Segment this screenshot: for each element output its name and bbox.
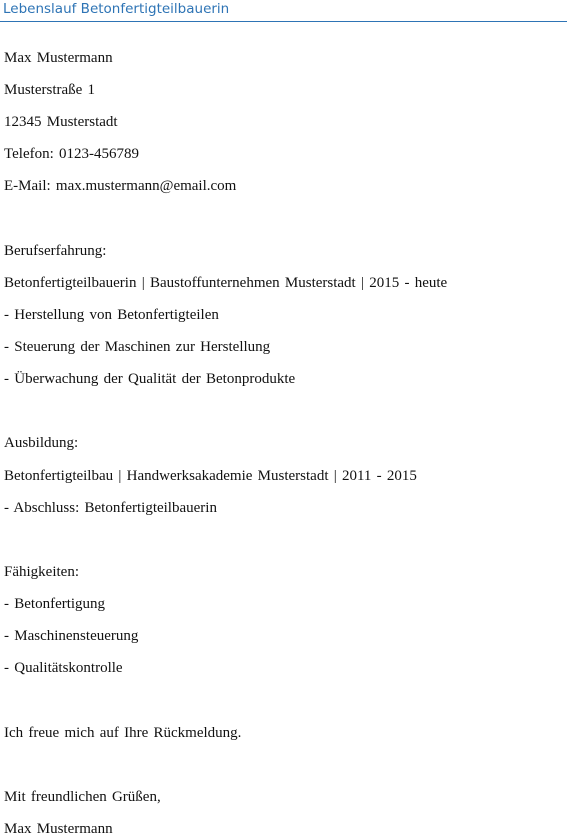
signature-name: Max Mustermann [4, 821, 113, 837]
closing-message: Ich freue mich auf Ihre Rückmeldung. [4, 725, 242, 741]
skills-item: - Maschinensteuerung [4, 628, 139, 644]
contact-name: Max Mustermann [4, 50, 113, 66]
education-position: Betonfertigteilbau | Handwerksakademie Musterstadt | 2011 - 2015 [4, 468, 417, 484]
contact-email: E-Mail: max.mustermann@email.com [4, 178, 237, 194]
skills-item: - Qualitätskontrolle [4, 660, 123, 676]
document-header [0, 0, 567, 22]
closing-greeting: Mit freundlichen Grüßen, [4, 789, 161, 805]
experience-position: Betonfertigteilbauerin | Baustoffunternehmen Musterstadt | 2015 - heute [4, 275, 448, 291]
education-item: - Abschluss: Betonfertigteilbauerin [4, 500, 217, 516]
contact-phone: Telefon: 0123-456789 [4, 146, 140, 162]
experience-heading: Berufserfahrung: [4, 243, 107, 259]
education-heading: Ausbildung: [4, 435, 79, 451]
contact-city: 12345 Musterstadt [4, 114, 118, 130]
skills-item: - Betonfertigung [4, 596, 106, 612]
contact-street: Musterstraße 1 [4, 82, 96, 98]
experience-item: - Überwachung der Qualität der Betonprodukte [4, 371, 296, 387]
experience-item: - Herstellung von Betonfertigteilen [4, 307, 219, 323]
skills-heading: Fähigkeiten: [4, 564, 79, 580]
experience-item: - Steuerung der Maschinen zur Herstellung [4, 339, 271, 355]
document-title: Lebenslauf Betonfertigteilbauerin [3, 1, 230, 17]
